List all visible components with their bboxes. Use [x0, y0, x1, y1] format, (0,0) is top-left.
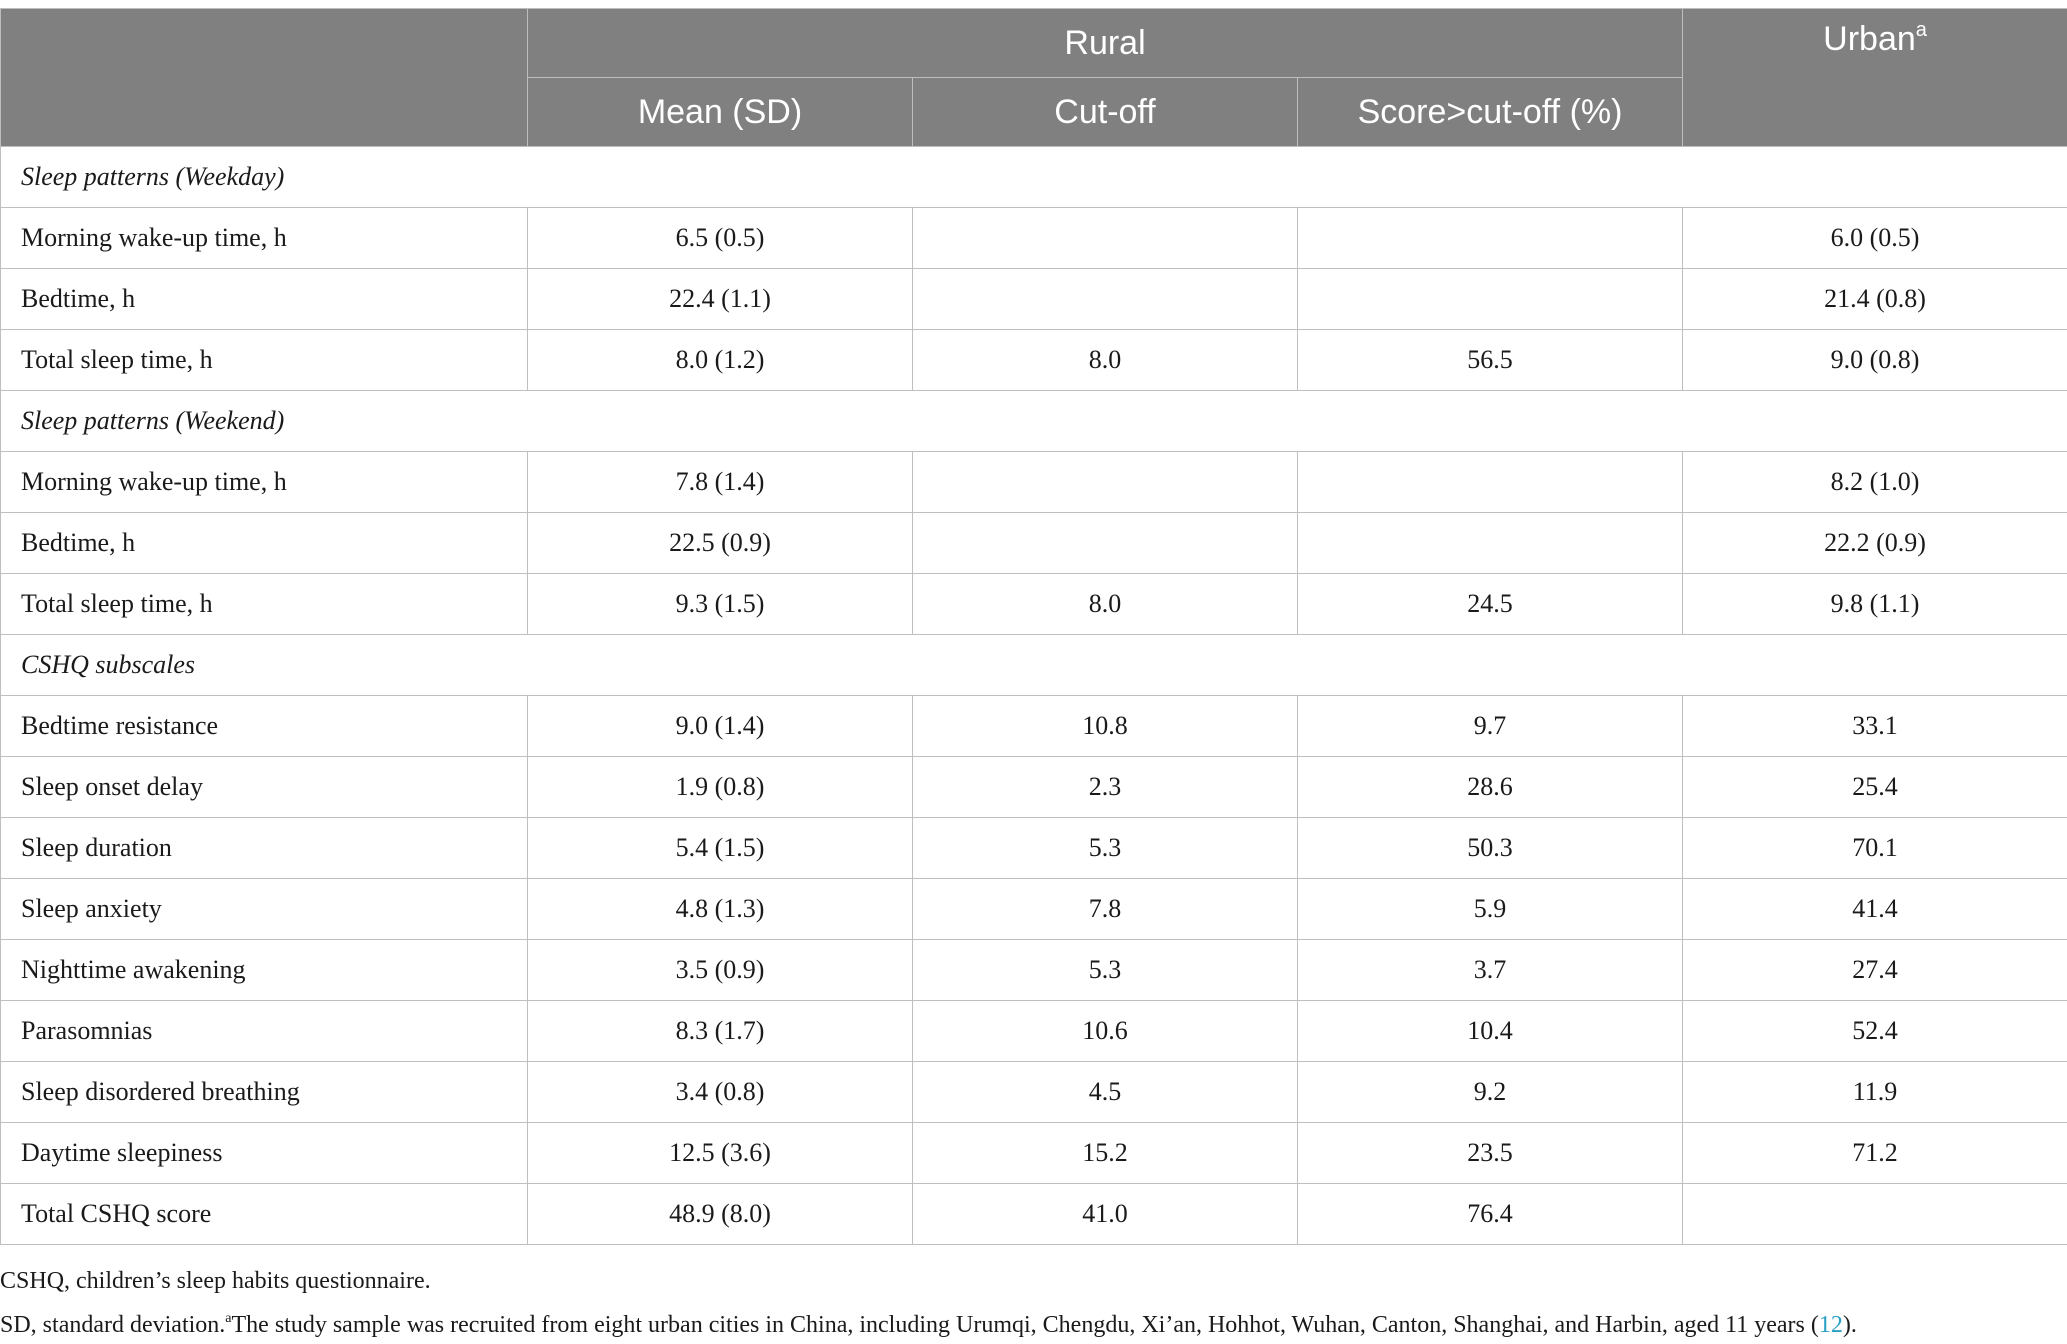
header-urban: [1683, 9, 2067, 147]
cell-urban: 8.2 (1.0): [1683, 452, 2067, 513]
footnote-urban-sample: The study sample was recruited from eight urban cities in China, including Urumqi, Chengdu, Xi’an, Hohhot, Wuhan, Canton, Shanghai, and Harbin, aged 11 years (: [231, 1312, 1819, 1338]
row-label: Sleep duration: [1, 818, 528, 879]
cell-cutoff: 5.3: [913, 940, 1298, 1001]
section-title: CSHQ subscales: [1, 635, 2067, 696]
row-label: Bedtime resistance: [1, 696, 528, 757]
header-cutoff: Cut-off: [913, 78, 1298, 147]
table-row: [1, 330, 2067, 391]
table-row: [1, 269, 2067, 330]
cell-mean-sd: 12.5 (3.6): [528, 1123, 913, 1184]
cell-urban: 9.8 (1.1): [1683, 574, 2067, 635]
header-rural: [528, 9, 1683, 78]
table-row: [1, 879, 2067, 940]
table-body: [1, 147, 2067, 1245]
header-urban-footnote-mark: a: [1915, 19, 1927, 41]
cell-score-over-cutoff: 28.6: [1298, 757, 1683, 818]
row-label: Total CSHQ score: [1, 1184, 528, 1245]
cell-mean-sd: 8.3 (1.7): [528, 1001, 913, 1062]
row-label: Sleep onset delay: [1, 757, 528, 818]
table-row: [1, 696, 2067, 757]
table-row: [1, 452, 2067, 513]
cell-score-over-cutoff: [1298, 208, 1683, 269]
cell-urban: 52.4: [1683, 1001, 2067, 1062]
cell-score-over-cutoff: 24.5: [1298, 574, 1683, 635]
table-row: [1, 208, 2067, 269]
cell-urban: 41.4: [1683, 879, 2067, 940]
footnote-sd: [0, 1300, 2067, 1344]
cell-cutoff: 4.5: [913, 1062, 1298, 1123]
cell-mean-sd: 6.5 (0.5): [528, 208, 913, 269]
sleep-data-table: [0, 8, 2067, 1245]
cell-mean-sd: 5.4 (1.5): [528, 818, 913, 879]
row-label: Nighttime awakening: [1, 940, 528, 1001]
table-container: [0, 8, 2067, 1245]
cell-score-over-cutoff: [1298, 513, 1683, 574]
table-footnotes: [0, 1262, 2067, 1344]
row-label: Sleep disordered breathing: [1, 1062, 528, 1123]
cell-urban: 33.1: [1683, 696, 2067, 757]
cell-mean-sd: 1.9 (0.8): [528, 757, 913, 818]
table-row: [1, 513, 2067, 574]
header-urban-label: Urban: [1823, 20, 1916, 58]
row-label: Parasomnias: [1, 1001, 528, 1062]
table-row: [1, 1123, 2067, 1184]
row-label: Sleep anxiety: [1, 879, 528, 940]
cell-cutoff: [913, 208, 1298, 269]
cell-score-over-cutoff: 56.5: [1298, 330, 1683, 391]
row-label: Daytime sleepiness: [1, 1123, 528, 1184]
cell-mean-sd: 9.0 (1.4): [528, 696, 913, 757]
cell-cutoff: 41.0: [913, 1184, 1298, 1245]
cell-score-over-cutoff: 9.7: [1298, 696, 1683, 757]
footnote-cshq: CSHQ, children’s sleep habits questionnaire.: [0, 1268, 431, 1294]
cell-cutoff: 7.8: [913, 879, 1298, 940]
cell-cutoff: [913, 269, 1298, 330]
table-row: [1, 1001, 2067, 1062]
section-title: Sleep patterns (Weekend): [1, 391, 2067, 452]
header-score-over-cutoff: Score>cut-off (%): [1298, 78, 1683, 147]
cell-mean-sd: 22.5 (0.9): [528, 513, 913, 574]
cell-cutoff: 10.6: [913, 1001, 1298, 1062]
section-row: [1, 635, 2067, 696]
cell-urban: 22.2 (0.9): [1683, 513, 2067, 574]
cell-cutoff: [913, 452, 1298, 513]
cell-cutoff: 2.3: [913, 757, 1298, 818]
header-row-1: [1, 9, 2067, 78]
cell-urban: [1683, 1184, 2067, 1245]
table-row: [1, 1184, 2067, 1245]
cell-cutoff: 5.3: [913, 818, 1298, 879]
cell-cutoff: 10.8: [913, 696, 1298, 757]
cell-score-over-cutoff: 9.2: [1298, 1062, 1683, 1123]
section-row: [1, 391, 2067, 452]
cell-score-over-cutoff: 3.7: [1298, 940, 1683, 1001]
cell-mean-sd: 22.4 (1.1): [528, 269, 913, 330]
cell-score-over-cutoff: 5.9: [1298, 879, 1683, 940]
table-row: [1, 1062, 2067, 1123]
cell-mean-sd: 9.3 (1.5): [528, 574, 913, 635]
header-rural-label: Rural: [1064, 23, 1146, 62]
table-row: [1, 757, 2067, 818]
cell-mean-sd: 3.4 (0.8): [528, 1062, 913, 1123]
cell-cutoff: 15.2: [913, 1123, 1298, 1184]
cell-mean-sd: 8.0 (1.2): [528, 330, 913, 391]
row-label: Total sleep time, h: [1, 574, 528, 635]
cell-cutoff: [913, 513, 1298, 574]
cell-urban: 9.0 (0.8): [1683, 330, 2067, 391]
row-label: Bedtime, h: [1, 513, 528, 574]
header-mean-sd: Mean (SD): [528, 78, 913, 147]
cell-score-over-cutoff: 10.4: [1298, 1001, 1683, 1062]
table-row: [1, 940, 2067, 1001]
cell-cutoff: 8.0: [913, 330, 1298, 391]
table-row: [1, 818, 2067, 879]
row-label: Morning wake-up time, h: [1, 452, 528, 513]
cell-score-over-cutoff: 50.3: [1298, 818, 1683, 879]
footnote-sd-definition: SD, standard deviation.: [0, 1312, 226, 1338]
cell-urban: 6.0 (0.5): [1683, 208, 2067, 269]
cell-urban: 27.4: [1683, 940, 2067, 1001]
row-label: Bedtime, h: [1, 269, 528, 330]
cell-urban: 25.4: [1683, 757, 2067, 818]
citation-link[interactable]: 12: [1818, 1312, 1843, 1338]
cell-urban: 70.1: [1683, 818, 2067, 879]
table-row: [1, 574, 2067, 635]
cell-score-over-cutoff: 76.4: [1298, 1184, 1683, 1245]
cell-urban: 21.4 (0.8): [1683, 269, 2067, 330]
cell-mean-sd: 3.5 (0.9): [528, 940, 913, 1001]
table-header: [1, 9, 2067, 147]
cell-score-over-cutoff: [1298, 452, 1683, 513]
cell-score-over-cutoff: 23.5: [1298, 1123, 1683, 1184]
section-title: Sleep patterns (Weekday): [1, 147, 2067, 208]
cell-mean-sd: 48.9 (8.0): [528, 1184, 913, 1245]
cell-score-over-cutoff: [1298, 269, 1683, 330]
header-blank-cell: [1, 9, 528, 147]
cell-urban: 71.2: [1683, 1123, 2067, 1184]
cell-cutoff: 8.0: [913, 574, 1298, 635]
row-label: Total sleep time, h: [1, 330, 528, 391]
cell-mean-sd: 7.8 (1.4): [528, 452, 913, 513]
cell-mean-sd: 4.8 (1.3): [528, 879, 913, 940]
row-label: Morning wake-up time, h: [1, 208, 528, 269]
section-row: [1, 147, 2067, 208]
footnote-mark: a: [225, 1311, 232, 1326]
footnote-end: ).: [1842, 1312, 1857, 1338]
cell-urban: 11.9: [1683, 1062, 2067, 1123]
